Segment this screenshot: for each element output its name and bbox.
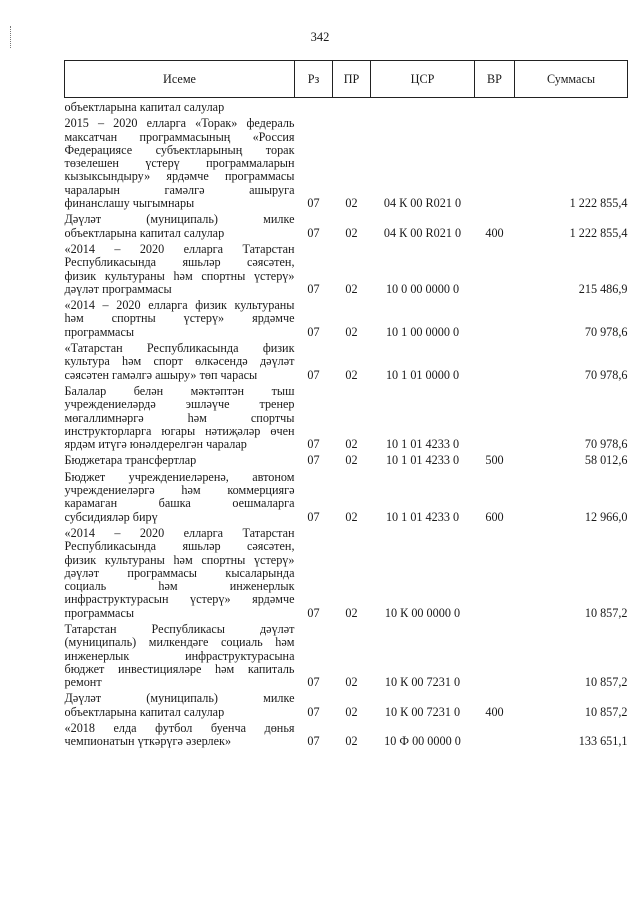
cell-rz — [295, 98, 333, 115]
cell-rz: 07 — [307, 437, 320, 452]
cell-sum: 1 222 855,4 — [569, 196, 628, 211]
cell-pr: 02 — [345, 509, 358, 524]
cell-csr: 10 1 00 0000 0 — [385, 324, 460, 339]
cell-pr: 02 — [345, 704, 358, 719]
cell-csr: 10 Ф 00 0000 0 — [384, 734, 461, 749]
cell-rz: 07 — [307, 675, 320, 690]
table-row — [65, 468, 628, 524]
name-line: Дәүләт (муниципаль) милке — [64, 212, 295, 227]
name-line: культура һәм спорт өлкәсендә дәүләт — [64, 354, 295, 369]
cell-name — [65, 451, 295, 467]
name-line: төзелешен үстерү программаларын — [64, 156, 295, 171]
cell-vr — [475, 98, 515, 115]
cell-name — [65, 382, 295, 451]
cell-vr — [475, 524, 515, 620]
cell-vr: 500 — [485, 453, 504, 468]
name-line: кызыксындыру» ярдәмче программасы — [64, 169, 295, 184]
cell-sum: 70 978,6 — [584, 367, 628, 382]
cell-sum: 12 966,0 — [584, 509, 628, 524]
table-row — [65, 210, 628, 240]
table-header-row — [65, 61, 628, 98]
name-line: Бюджет учреждениеләренә, автоном — [64, 469, 295, 484]
name-line: (муниципаль) милкендәге социаль һәм — [64, 635, 295, 650]
name-line: социаль һәм инженерлык — [64, 579, 295, 594]
cell-sum: 10 857,2 — [584, 605, 628, 620]
cell-csr — [371, 98, 475, 115]
cell-name — [65, 689, 295, 719]
name-line: учреждениеләргә һәм коммерциягә — [64, 483, 295, 498]
cell-vr — [475, 114, 515, 210]
name-line: «Татарстан Республикасында физик — [64, 341, 295, 356]
header-pr: ПР — [333, 61, 371, 98]
cell-rz: 07 — [307, 734, 320, 749]
name-line: Федерациясе субъектларының торак — [64, 142, 295, 157]
cell-pr: 02 — [345, 734, 358, 749]
name-line: чараларын гамәлгә ашыруга — [64, 182, 295, 197]
table-row — [65, 620, 628, 689]
cell-csr: 10 1 01 4233 0 — [385, 437, 460, 452]
name-line: объектларына капитал салулар — [64, 704, 225, 719]
cell-sum — [515, 98, 628, 115]
budget-table — [64, 60, 628, 749]
cell-vr — [475, 382, 515, 451]
name-line: мөгаллимнәргә һәм спортчы — [64, 410, 295, 425]
cell-csr: 10 1 01 4233 0 — [385, 509, 460, 524]
cell-csr: 04 К 00 R021 0 — [383, 225, 462, 240]
cell-name — [65, 114, 295, 210]
cell-rz: 07 — [307, 367, 320, 382]
name-line: Балалар белән мәктәптән тыш — [64, 383, 295, 398]
cell-name — [65, 339, 295, 382]
cell-rz: 07 — [307, 453, 320, 468]
cell-vr — [475, 240, 515, 296]
cell-sum: 133 651,1 — [578, 734, 628, 749]
cell-rz: 07 — [307, 509, 320, 524]
cell-pr: 02 — [345, 453, 358, 468]
cell-sum: 10 857,2 — [584, 675, 628, 690]
name-line: программасы — [64, 605, 135, 620]
cell-sum: 70 978,6 — [584, 437, 628, 452]
cell-sum: 10 857,2 — [584, 704, 628, 719]
name-line: инструкторларга югары нәтиҗәләр өчен — [64, 423, 295, 438]
name-line: ремонт — [64, 675, 102, 690]
cell-sum: 70 978,6 — [584, 324, 628, 339]
cell-name — [65, 296, 295, 339]
name-line: Республикасында яшьләр сәясәтен, — [64, 255, 295, 270]
table-row — [65, 451, 628, 467]
cell-vr — [475, 296, 515, 339]
name-line: һәм спортны үстерү» ярдәмче — [64, 311, 295, 326]
cell-csr: 10 0 00 0000 0 — [385, 281, 460, 296]
name-line: инфраструктурасын үстерү» ярдәмче — [64, 592, 295, 607]
name-line: «2014 – 2020 елларга Татарстан — [64, 525, 295, 540]
name-line: Республикасында яшьләр сәясәтен, — [64, 539, 295, 554]
cell-csr: 10 К 00 7231 0 — [384, 675, 461, 690]
cell-sum: 58 012,6 — [584, 453, 628, 468]
name-line: программасы — [64, 324, 135, 339]
cell-pr: 02 — [345, 605, 358, 620]
cell-name — [65, 524, 295, 620]
cell-csr: 10 1 01 4233 0 — [385, 453, 460, 468]
name-line: инженерлык инфраструктурасына — [64, 648, 295, 663]
name-line: ярдәм итүгә юнәлдерелгән чаралар — [64, 437, 247, 452]
table-row — [65, 114, 628, 210]
cell-vr — [475, 719, 515, 749]
table-row — [65, 689, 628, 719]
name-line: Дәүләт (муниципаль) милке — [64, 691, 295, 706]
name-line: чемпионатын үткәрүгә әзерлек» — [64, 734, 232, 749]
name-line: учреждениеләрдә эшләүче тренер — [64, 397, 295, 412]
name-line: «2014 – 2020 елларга Татарстан — [64, 241, 295, 256]
table-row — [65, 240, 628, 296]
name-line: сәясәтен гамәлгә ашыру» төп чарасы — [64, 367, 258, 382]
cell-vr: 400 — [485, 704, 504, 719]
table-body — [65, 98, 628, 749]
table-row — [65, 98, 628, 115]
name-line: бюджет инвестицияләре һәм капиталь — [64, 661, 295, 676]
name-line: объектларына капитал салулар — [64, 100, 225, 114]
cell-name — [65, 210, 295, 240]
cell-vr — [475, 339, 515, 382]
name-line: физик культураны һәм спортны үстерү» — [64, 268, 295, 283]
name-line: дәүләт программасы — [64, 281, 172, 296]
cell-csr: 10 К 00 0000 0 — [384, 605, 461, 620]
name-line: финанслашу чыгымнары — [64, 196, 195, 211]
cell-pr: 02 — [345, 196, 358, 211]
cell-vr: 400 — [485, 225, 504, 240]
cell-name — [65, 468, 295, 524]
header-sum: Суммасы — [515, 61, 628, 98]
name-line: дәүләт программасы кысаларында — [64, 565, 295, 580]
table-row — [65, 719, 628, 749]
name-line: физик культураны һәм спортны үстерү» — [64, 552, 295, 567]
name-line: «2014 – 2020 елларга физик культураны — [64, 298, 295, 313]
name-line: карамаган башка оешмаларга — [64, 496, 295, 511]
table-row — [65, 296, 628, 339]
cell-rz: 07 — [307, 704, 320, 719]
name-line: Татарстан Республикасы дәүләт — [64, 621, 295, 636]
cell-rz: 07 — [307, 324, 320, 339]
header-name: Исеме — [65, 61, 295, 98]
table-row — [65, 382, 628, 451]
cell-csr: 04 К 00 R021 0 — [383, 196, 462, 211]
header-csr: ЦСР — [371, 61, 475, 98]
name-line: Бюджетара трансфертлар — [64, 453, 197, 468]
name-line: объектларына капитал салулар — [64, 225, 225, 240]
cell-pr — [333, 98, 371, 115]
cell-pr: 02 — [345, 281, 358, 296]
cell-rz: 07 — [307, 281, 320, 296]
cell-csr: 10 К 00 7231 0 — [384, 704, 461, 719]
name-line: «2018 елда футбол буенча дөнья — [64, 721, 295, 736]
name-line: 2015 – 2020 елларга «Торак» федераль — [64, 116, 295, 131]
cell-vr: 600 — [485, 509, 504, 524]
cell-rz: 07 — [307, 225, 320, 240]
cell-sum: 1 222 855,4 — [569, 225, 628, 240]
header-vr: ВР — [475, 61, 515, 98]
cell-pr: 02 — [345, 367, 358, 382]
table-row — [65, 524, 628, 620]
cell-name — [65, 98, 295, 115]
cell-pr: 02 — [345, 675, 358, 690]
cell-sum: 215 486,9 — [578, 281, 628, 296]
name-line: субсидияләр бирү — [64, 509, 158, 524]
page-number: 342 — [310, 30, 330, 44]
cell-rz: 07 — [307, 605, 320, 620]
cell-pr: 02 — [345, 437, 358, 452]
name-line: максатчан программасының «Россия — [64, 129, 295, 144]
cell-pr: 02 — [345, 225, 358, 240]
cell-csr: 10 1 01 0000 0 — [385, 367, 460, 382]
cell-pr: 02 — [345, 324, 358, 339]
cell-rz: 07 — [307, 196, 320, 211]
table-row — [65, 339, 628, 382]
cell-name — [65, 620, 295, 689]
cell-name — [65, 719, 295, 749]
header-rz: Рз — [295, 61, 333, 98]
cell-name — [65, 240, 295, 296]
cell-vr — [475, 620, 515, 689]
